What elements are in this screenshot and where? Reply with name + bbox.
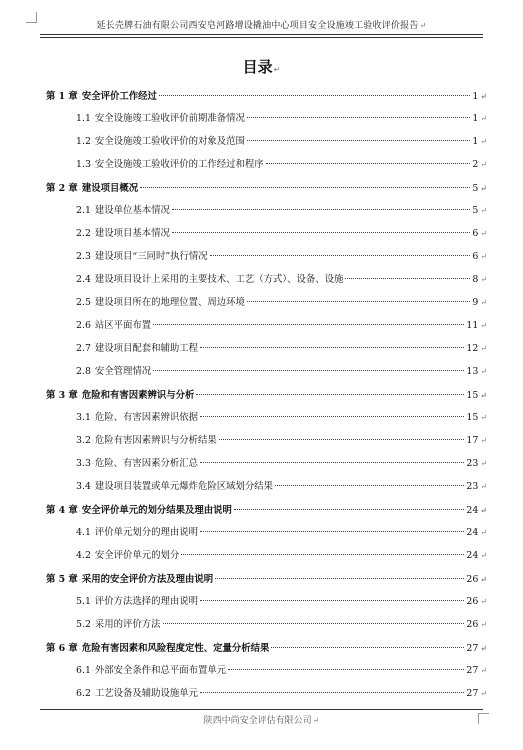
toc-entry-title: 危险、有害因素分析汇总	[94, 458, 199, 469]
toc-entry-number: 2.4	[76, 274, 91, 285]
toc-entry-page: 24	[466, 550, 479, 561]
toc-chapter-entry[interactable]	[46, 502, 487, 525]
dot-leader	[153, 324, 464, 325]
toc-entry-number: 第 1 章	[46, 91, 78, 102]
toc-entry-page: 27	[466, 688, 479, 699]
header-rule-double	[40, 37, 483, 38]
header-text: 延长壳牌石油有限公司西安皂河路增设撬油中心项目安全设施竣工验收评价报告	[96, 21, 419, 31]
dot-leader	[200, 600, 464, 601]
toc-entry-title: 建设项目配套和辅助工程	[94, 343, 199, 354]
toc-section-entry[interactable]	[46, 249, 487, 272]
toc-section-entry[interactable]	[46, 134, 487, 157]
toc-section-entry[interactable]	[46, 318, 487, 341]
space-mark: ·	[91, 553, 94, 560]
dot-leader	[215, 578, 464, 579]
toc-section-entry[interactable]	[46, 410, 487, 433]
toc-entry-page: 15	[466, 390, 479, 401]
paragraph-mark-icon: ↵	[480, 459, 487, 468]
dot-leader	[266, 163, 471, 164]
toc-section-entry[interactable]	[46, 479, 487, 502]
space-mark: ·	[78, 508, 81, 515]
toc-section-entry[interactable]	[46, 456, 487, 479]
paragraph-mark-icon: ↵	[480, 229, 487, 238]
toc-entry-number: 第 2 章	[46, 183, 78, 194]
toc-entry-page: 2	[472, 159, 479, 170]
toc-section-entry[interactable]	[46, 203, 487, 226]
toc-section-entry[interactable]	[46, 272, 487, 295]
dot-leader	[196, 394, 464, 395]
toc-entry-number: 1.3	[76, 159, 91, 170]
paragraph-mark-icon: ↵	[480, 114, 487, 123]
toc-entry-number: 2.1	[76, 205, 91, 216]
toc-entry-number: 3.1	[76, 412, 91, 423]
paragraph-mark-icon: ↵	[480, 367, 487, 376]
space-mark: ·	[91, 300, 94, 307]
paragraph-mark-icon: ↵	[480, 436, 487, 445]
toc-entry-number: 2.3	[76, 251, 91, 262]
toc-entry-page: 1	[472, 91, 479, 102]
toc-entry-page: 11	[466, 320, 479, 331]
toc-entry-page: 26	[466, 574, 479, 585]
toc-entry-number: 1.1	[76, 113, 91, 124]
table-of-contents	[46, 88, 487, 709]
toc-entry-page: 6	[472, 228, 479, 239]
paragraph-mark-icon: ↵	[480, 275, 487, 284]
toc-entry-number: 6.2	[76, 688, 91, 699]
toc-section-entry[interactable]	[46, 594, 487, 617]
toc-chapter-entry[interactable]	[46, 640, 487, 663]
space-mark: ·	[78, 393, 81, 400]
toc-entry-page: 26	[466, 619, 479, 630]
dot-leader	[172, 232, 470, 233]
toc-entry-title: 采用的安全评价方法及理由说明	[81, 574, 214, 585]
toc-section-entry[interactable]	[46, 341, 487, 364]
space-mark: ·	[91, 323, 94, 330]
toc-section-entry[interactable]	[46, 295, 487, 318]
space-mark: ·	[91, 139, 94, 146]
toc-entry-title: 站区平面布置	[94, 320, 152, 331]
toc-section-entry[interactable]	[46, 617, 487, 640]
toc-entry-page: 23	[466, 458, 479, 469]
space-mark: ·	[91, 254, 94, 261]
toc-entry-page: 23	[466, 481, 479, 492]
toc-entry-number: 5.1	[76, 596, 91, 607]
space-mark: ·	[91, 530, 94, 537]
header-rule	[40, 34, 483, 35]
toc-entry-title: 工艺设备及辅助设施单元	[94, 688, 199, 699]
toc-entry-number: 6.1	[76, 665, 91, 676]
toc-entry-page: 12	[466, 343, 479, 354]
toc-entry-title: 建设项目基本情况	[94, 228, 170, 239]
dot-leader	[247, 140, 470, 141]
toc-entry-page: 27	[466, 665, 479, 676]
toc-section-entry[interactable]	[46, 364, 487, 387]
toc-section-entry[interactable]	[46, 157, 487, 180]
toc-entry-title: 安全评价单元的划分结果及理由说明	[81, 505, 232, 516]
paragraph-mark-icon: ↵	[480, 528, 487, 537]
toc-entry-title: 安全评价单元的划分	[94, 550, 180, 561]
space-mark: ·	[91, 484, 94, 491]
toc-entry-number: 2.6	[76, 320, 91, 331]
toc-entry-title: 危险、有害因素辨识依据	[94, 412, 199, 423]
footer-text: 陕西中尚安全评估有限公司	[203, 716, 312, 726]
crop-mark-bottom-right	[478, 713, 489, 724]
dot-leader	[181, 554, 464, 555]
toc-entry-page: 8	[472, 274, 479, 285]
paragraph-mark-icon: ↵	[273, 65, 281, 74]
dot-leader	[163, 623, 465, 624]
toc-entry-page: 1	[472, 136, 479, 147]
paragraph-mark-icon: ↵	[480, 482, 487, 491]
paragraph-mark-icon: ↵	[480, 413, 487, 422]
paragraph-mark-icon: ↵	[480, 321, 487, 330]
space-mark: ·	[78, 186, 81, 193]
toc-entry-number: 4.2	[76, 550, 91, 561]
toc-entry-title: 危险有害因素和风险程度定性、定量分析结果	[81, 643, 270, 654]
toc-entry-page: 5	[472, 205, 479, 216]
toc-chapter-entry[interactable]	[46, 88, 487, 111]
toc-entry-title: 建设项目装置或单元爆炸危险区域划分结果	[94, 481, 274, 492]
dot-leader	[172, 209, 470, 210]
toc-entry-title: 安全评价工作经过	[81, 91, 157, 102]
toc-title	[0, 56, 523, 77]
toc-entry-page: 1	[472, 113, 479, 124]
dot-leader	[140, 187, 470, 188]
paragraph-mark-icon: ↵	[480, 643, 487, 653]
paragraph-mark-icon: ↵	[480, 390, 487, 400]
toc-entry-number: 3.4	[76, 481, 91, 492]
paragraph-mark-icon: ↵	[480, 620, 487, 629]
toc-entry-title: 安全设施竣工验收评价前期准备情况	[94, 113, 245, 124]
toc-entry-number: 1.2	[76, 136, 91, 147]
space-mark: ·	[91, 668, 94, 675]
toc-entry-page: 24	[466, 527, 479, 538]
toc-section-entry[interactable]	[46, 663, 487, 686]
space-mark: ·	[91, 438, 94, 445]
paragraph-mark-icon: ↵	[480, 252, 487, 261]
space-mark: ·	[78, 94, 81, 101]
toc-entry-page: 5	[472, 183, 479, 194]
toc-entry-number: 第 3 章	[46, 390, 78, 401]
dot-leader	[275, 485, 464, 486]
toc-section-entry[interactable]	[46, 686, 487, 709]
toc-entry-title: 建设项目所在的地理位置、周边环境	[94, 297, 245, 308]
toc-entry-page: 6	[472, 251, 479, 262]
paragraph-mark-icon: ↵	[419, 21, 427, 30]
toc-entry-title: 安全设施竣工验收评价的工作经过和程序	[94, 159, 264, 170]
paragraph-mark-icon: ↵	[480, 505, 487, 515]
toc-entry-number: 4.1	[76, 527, 91, 538]
toc-title-text: 目录	[242, 58, 273, 76]
space-mark: ·	[91, 346, 94, 353]
toc-entry-number: 5.2	[76, 619, 91, 630]
toc-entry-title: 建设单位基本情况	[94, 205, 170, 216]
toc-entry-title: 安全管理情况	[94, 366, 152, 377]
dot-leader	[345, 278, 470, 279]
dot-leader	[234, 509, 465, 510]
paragraph-mark-icon: ↵	[480, 574, 487, 584]
toc-entry-number: 3.2	[76, 435, 91, 446]
dot-leader	[200, 531, 464, 532]
toc-entry-page: 13	[466, 366, 479, 377]
toc-entry-title: 安全设施竣工验收评价的对象及范围	[94, 136, 245, 147]
paragraph-mark-icon: ↵	[480, 183, 487, 193]
space-mark: ·	[91, 369, 94, 376]
paragraph-mark-icon: ↵	[312, 716, 320, 725]
toc-entry-page: 15	[466, 412, 479, 423]
toc-entry-number: 2.8	[76, 366, 91, 377]
toc-entry-title: 建设项目“三同时”执行情况	[94, 251, 208, 262]
space-mark: ·	[78, 577, 81, 584]
toc-entry-title: 评价单元划分的理由说明	[94, 527, 199, 538]
paragraph-mark-icon: ↵	[480, 344, 487, 353]
toc-entry-title: 评价方法选择的理由说明	[94, 596, 199, 607]
paragraph-mark-icon: ↵	[480, 298, 487, 307]
dot-leader	[153, 370, 464, 371]
toc-entry-title: 建设项目设计上采用的主要技术、工艺（方式）、设备、设施	[94, 274, 344, 285]
space-mark: ·	[78, 646, 81, 653]
space-mark: ·	[91, 691, 94, 698]
toc-entry-page: 9	[472, 297, 479, 308]
dot-leader	[271, 647, 464, 648]
toc-entry-page: 27	[466, 643, 479, 654]
toc-entry-number: 第 5 章	[46, 574, 78, 585]
dot-leader	[219, 439, 465, 440]
toc-chapter-entry[interactable]	[46, 180, 487, 203]
dot-leader	[210, 255, 471, 256]
paragraph-mark-icon: ↵	[480, 206, 487, 215]
toc-entry-number: 第 4 章	[46, 505, 78, 516]
space-mark: ·	[91, 208, 94, 215]
toc-entry-page: 26	[466, 596, 479, 607]
dot-leader	[200, 416, 464, 417]
toc-entry-number: 2.5	[76, 297, 91, 308]
space-mark: ·	[91, 622, 94, 629]
toc-entry-title: 危险和有害因素辨识与分析	[81, 390, 195, 401]
toc-chapter-entry[interactable]	[46, 387, 487, 410]
toc-section-entry[interactable]	[46, 548, 487, 571]
space-mark: ·	[91, 461, 94, 468]
toc-entry-number: 第 6 章	[46, 643, 78, 654]
crop-mark-top-left	[26, 12, 37, 23]
toc-entry-title: 采用的评价方法	[94, 619, 161, 630]
paragraph-mark-icon: ↵	[480, 137, 487, 146]
paragraph-mark-icon: ↵	[480, 597, 487, 606]
dot-leader	[200, 462, 464, 463]
toc-entry-title: 外部安全条件和总平面布置单元	[94, 665, 227, 676]
space-mark: ·	[91, 162, 94, 169]
dot-leader	[247, 301, 470, 302]
toc-entry-number: 2.2	[76, 228, 91, 239]
space-mark: ·	[91, 116, 94, 123]
page-footer	[0, 713, 523, 726]
space-mark: ·	[91, 415, 94, 422]
page-header	[40, 18, 483, 31]
paragraph-mark-icon: ↵	[480, 160, 487, 169]
dot-leader	[159, 95, 471, 96]
toc-section-entry[interactable]	[46, 111, 487, 134]
dot-leader	[200, 692, 464, 693]
dot-leader	[247, 117, 470, 118]
toc-entry-number: 3.3	[76, 458, 91, 469]
toc-chapter-entry[interactable]	[46, 571, 487, 594]
paragraph-mark-icon: ↵	[480, 551, 487, 560]
paragraph-mark-icon: ↵	[480, 91, 487, 101]
paragraph-mark-icon: ↵	[480, 666, 487, 675]
space-mark: ·	[91, 231, 94, 238]
dot-leader	[200, 347, 464, 348]
dot-leader	[228, 669, 464, 670]
toc-entry-title: 危险有害因素辨识与分析结果	[94, 435, 217, 446]
toc-section-entry[interactable]	[46, 433, 487, 456]
toc-entry-number: 2.7	[76, 343, 91, 354]
toc-entry-title: 建设项目概况	[81, 183, 139, 194]
footer-rule	[40, 709, 483, 710]
space-mark: ·	[91, 599, 94, 606]
toc-entry-page: 24	[466, 505, 479, 516]
toc-entry-page: 17	[466, 435, 479, 446]
toc-section-entry[interactable]	[46, 226, 487, 249]
space-mark: ·	[91, 277, 94, 284]
paragraph-mark-icon: ↵	[480, 689, 487, 698]
toc-section-entry[interactable]	[46, 525, 487, 548]
